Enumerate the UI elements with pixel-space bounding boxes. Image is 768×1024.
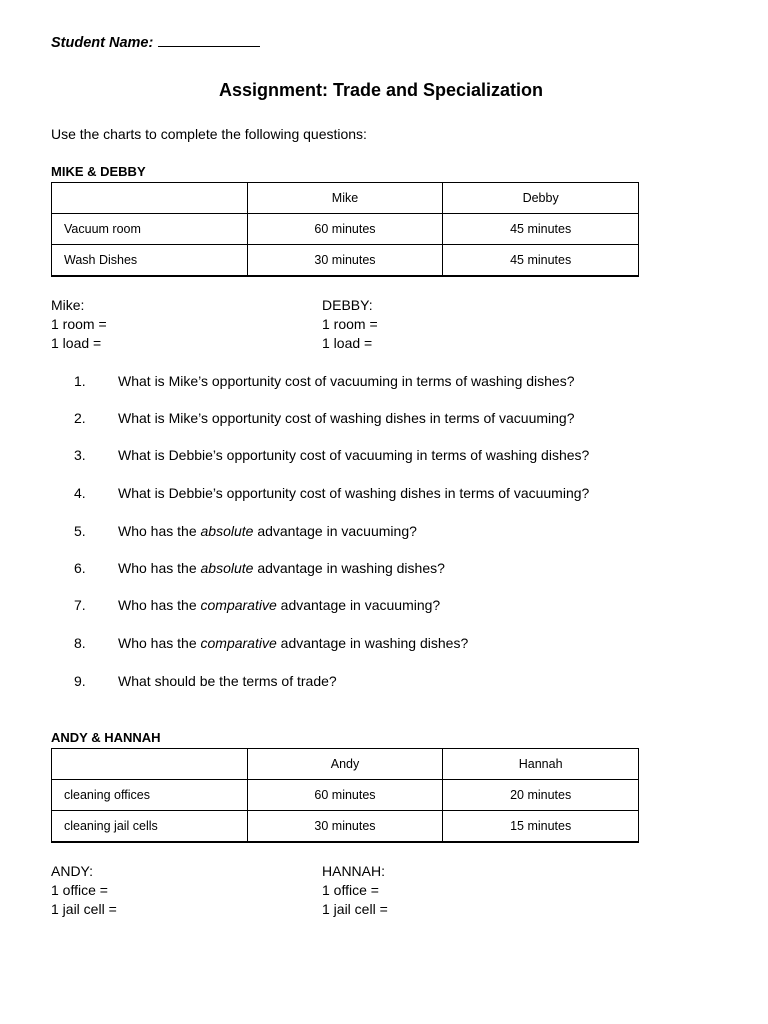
question-item bbox=[0, 447, 768, 467]
table-cell: 15 minutes bbox=[443, 811, 639, 843]
question-item bbox=[0, 560, 768, 580]
calc-line: Mike: bbox=[51, 297, 85, 313]
table-header-cell bbox=[52, 183, 248, 214]
table-header-cell: Hannah bbox=[443, 749, 639, 780]
question-text: What is Debbie’s opportunity cost of vacuuming in terms of washing dishes? bbox=[118, 447, 590, 463]
table-row bbox=[52, 245, 639, 277]
question-text: Who has the absolute advantage in vacuuming? bbox=[118, 523, 417, 539]
question-item bbox=[0, 523, 768, 543]
question-text: What is Debbie’s opportunity cost of washing dishes in terms of vacuuming? bbox=[118, 485, 590, 501]
table-row bbox=[52, 780, 639, 811]
calc-block-hannah bbox=[322, 862, 388, 919]
table-header-cell: Debby bbox=[443, 183, 639, 214]
calc-block-mike bbox=[51, 296, 107, 353]
calc-line: 1 room = bbox=[51, 316, 107, 332]
table-header-cell: Andy bbox=[247, 749, 443, 780]
table-cell: 60 minutes bbox=[247, 780, 443, 811]
question-number: 5. bbox=[74, 523, 86, 539]
question-item bbox=[0, 485, 768, 505]
table-cell: 30 minutes bbox=[247, 811, 443, 843]
table-cell: cleaning offices bbox=[52, 780, 248, 811]
table-row bbox=[52, 214, 639, 245]
calc-line: 1 load = bbox=[322, 335, 373, 351]
table-header-row bbox=[52, 183, 639, 214]
table-cell: Wash Dishes bbox=[52, 245, 248, 277]
calc-block-andy bbox=[51, 862, 117, 919]
section-heading-mike-debby: MIKE & DEBBY bbox=[51, 164, 146, 179]
question-number: 7. bbox=[74, 597, 86, 613]
question-number: 2. bbox=[74, 410, 86, 426]
table-mike-debby bbox=[51, 182, 639, 277]
table-cell: 30 minutes bbox=[247, 245, 443, 277]
calc-line: 1 load = bbox=[51, 335, 102, 351]
calc-line: DEBBY: bbox=[322, 297, 373, 313]
student-name-blank[interactable] bbox=[158, 34, 260, 47]
calc-line: 1 room = bbox=[322, 316, 378, 332]
table-cell: cleaning jail cells bbox=[52, 811, 248, 843]
question-number: 9. bbox=[74, 673, 86, 689]
question-number: 8. bbox=[74, 635, 86, 651]
calc-line: 1 jail cell = bbox=[51, 901, 117, 917]
table-header-row bbox=[52, 749, 639, 780]
question-number: 6. bbox=[74, 560, 86, 576]
question-text: Who has the absolute advantage in washing dishes? bbox=[118, 560, 445, 576]
question-text: What is Mike’s opportunity cost of washing dishes in terms of vacuuming? bbox=[118, 410, 575, 426]
question-text: What is Mike’s opportunity cost of vacuuming in terms of washing dishes? bbox=[118, 373, 575, 389]
table-header-cell bbox=[52, 749, 248, 780]
calc-line: 1 jail cell = bbox=[322, 901, 388, 917]
question-item bbox=[0, 410, 768, 430]
question-item bbox=[0, 673, 768, 693]
table-cell: 20 minutes bbox=[443, 780, 639, 811]
table-cell: Vacuum room bbox=[52, 214, 248, 245]
table-cell: 60 minutes bbox=[247, 214, 443, 245]
question-number: 1. bbox=[74, 373, 86, 389]
calc-line: HANNAH: bbox=[322, 863, 386, 879]
calc-line: 1 office = bbox=[322, 882, 379, 898]
table-andy-hannah bbox=[51, 748, 639, 843]
calc-line: ANDY: bbox=[51, 863, 94, 879]
question-number: 4. bbox=[74, 485, 86, 501]
calc-line: 1 office = bbox=[51, 882, 108, 898]
table-cell: 45 minutes bbox=[443, 245, 639, 277]
instructions: Use the charts to complete the following questions: bbox=[51, 126, 367, 142]
table-header-cell: Mike bbox=[247, 183, 443, 214]
question-text: Who has the comparative advantage in washing dishes? bbox=[118, 635, 469, 651]
student-name-text: Student Name: bbox=[51, 35, 154, 51]
question-number: 3. bbox=[74, 447, 86, 463]
question-item bbox=[0, 373, 768, 393]
question-text: Who has the comparative advantage in vacuuming? bbox=[118, 597, 441, 613]
table-row bbox=[52, 811, 639, 843]
table-cell: 45 minutes bbox=[443, 214, 639, 245]
calc-block-debby bbox=[322, 296, 378, 353]
question-item bbox=[0, 597, 768, 617]
student-name-label bbox=[51, 34, 260, 51]
question-item bbox=[0, 635, 768, 655]
section-heading-andy-hannah: ANDY & HANNAH bbox=[51, 730, 161, 745]
page-title: Assignment: Trade and Specialization bbox=[218, 80, 544, 100]
question-text: What should be the terms of trade? bbox=[118, 673, 337, 689]
